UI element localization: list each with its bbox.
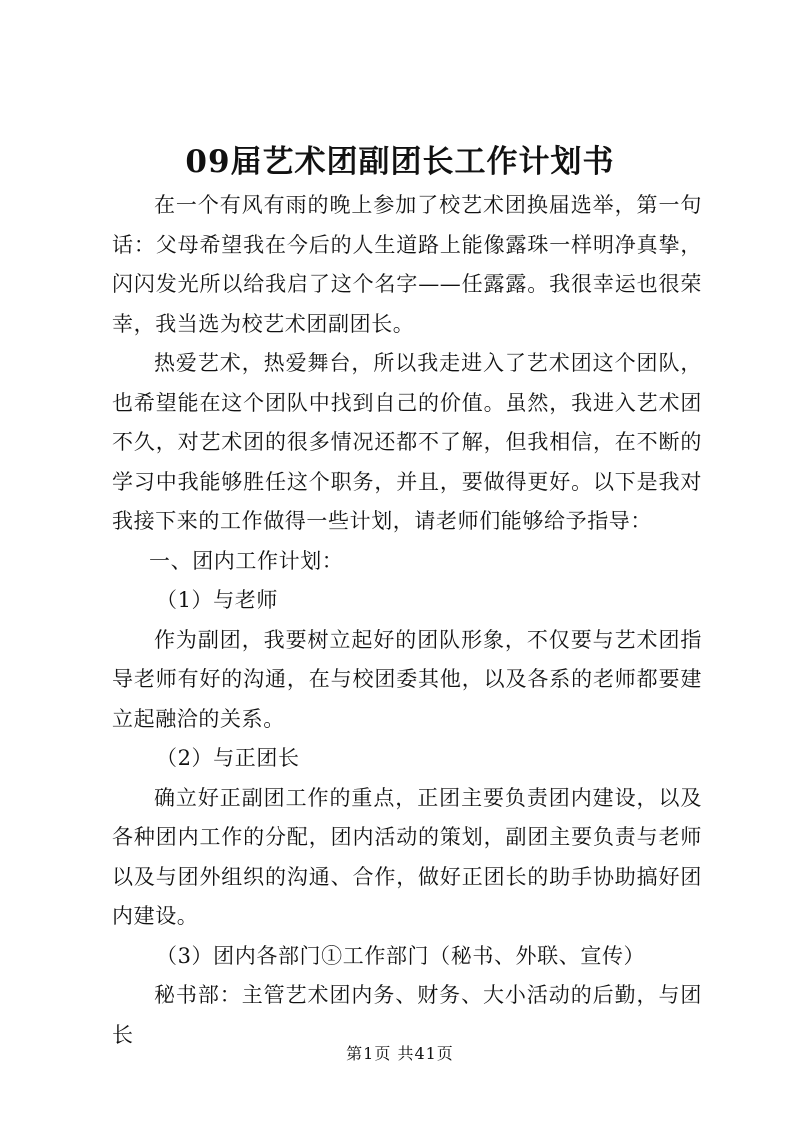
section-heading: 一、团内工作计划： <box>149 548 344 573</box>
subsection-heading-teacher: （1）与老师 <box>156 588 278 612</box>
paragraph-intro: 在一个有风有雨的晚上参加了校艺术团换届选举，第一句话：父母希望我在今后的人生道路上能像露珠一样明净真挚，闪闪发光所以给我启了这个名字——任露露。我很幸运也很荣幸，我当选为校艺术团副团长。 <box>112 193 702 336</box>
paragraph-teacher: 作为副团，我要树立起好的团队形象，不仅要与艺术团指导老师有好的沟通，在与校团委其他，以及各系的老师都要建立起融洽的关系。 <box>112 627 702 731</box>
subsection-heading-departments: （3）团内各部门①工作部门（秘书、外联、宣传） <box>156 943 646 968</box>
paragraph-motivation: 热爱艺术，热爱舞台，所以我走进入了艺术团这个团队，也希望能在这个团队中找到自己的价值。虽然，我进入艺术团不久，对艺术团的很多情况还都不了解，但我相信，在不断的学习中我能够胜任这个职务，并且，要做得更好。以下是我对我接下来的工作做得一些计划，请老师们能够给予指导： <box>112 351 702 533</box>
page-footer: 第1页 共41页 <box>346 1044 454 1063</box>
document-body <box>112 186 702 1055</box>
paragraph-secretary: 秘书部：主管艺术团内务、财务、大小活动的后勤，与团长 <box>112 983 702 1047</box>
subsection-heading-leader: （2）与正团长 <box>156 746 300 770</box>
paragraph-leader: 确立好正副团工作的重点，正团主要负责团内建设，以及各种团内工作的分配，团内活动的策划，副团主要负责与老师以及与团外组织的沟通、合作，做好正团长的助手协助搞好团内建设。 <box>112 785 702 928</box>
document-title: 09届艺术团副团长工作计划书 <box>185 144 615 180</box>
